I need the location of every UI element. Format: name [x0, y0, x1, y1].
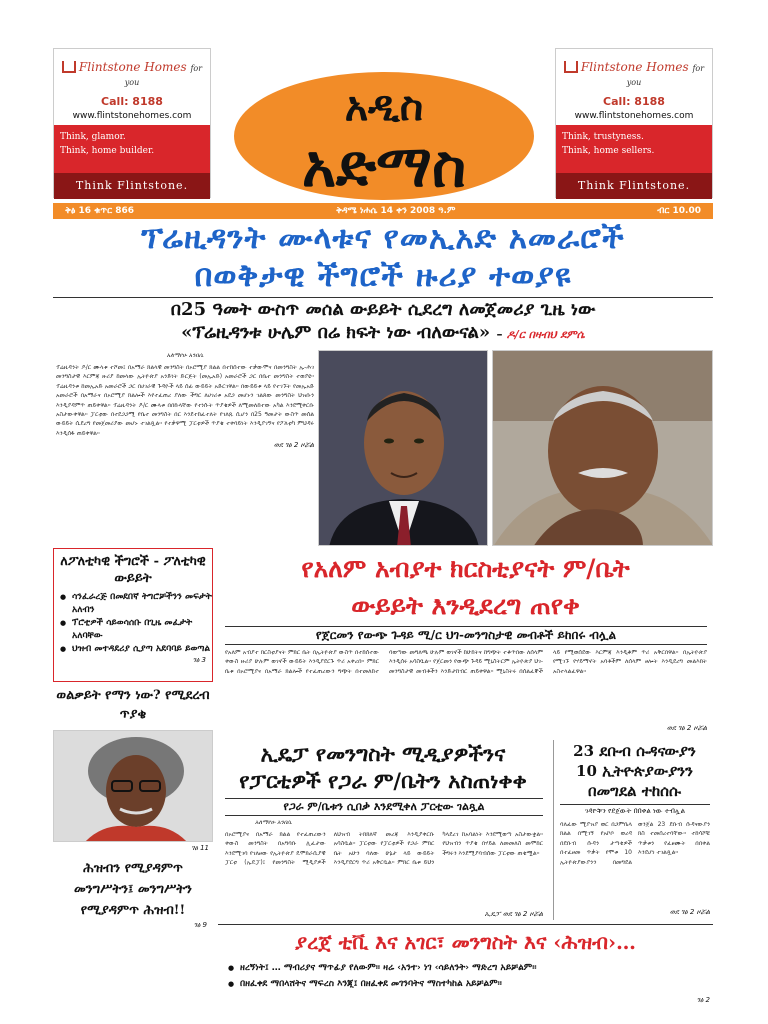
volume-number: ቅፅ 16 ቁጥር 866: [65, 206, 135, 216]
masthead-top: አዲስ: [344, 84, 424, 130]
left-advert-call: Call: 8188: [101, 95, 163, 108]
right-advert[interactable]: [555, 48, 713, 198]
left-advert-footer: Think Flintstone.: [54, 173, 210, 199]
efp-story: [225, 817, 543, 907]
question-title: ወልቃይት የማን ነው? የሚደረብ ጥያቄ: [56, 688, 210, 722]
efp-continued[interactable]: ኢዴፓ ወደ ገፅ 2 ዞሯል: [484, 910, 543, 918]
sudan-subheadline: ገዳዮቹን የደጀውት በበቀል ነው ተብሏል: [560, 804, 710, 817]
efp-headline-1[interactable]: ኢዴፓ የመንግስት ሚዲያዎችንና: [260, 741, 506, 766]
list-item: ● ፕሮቲዎች ሳይወሳሰቡ በጊዜ መፈታት አለባቸው: [54, 617, 212, 643]
list-item: ● ሳንፈራረጅ በመደበኛ ትግሮቻችንን መፍታት አለብን: [54, 591, 212, 617]
politics-ref[interactable]: ገፅ 3: [192, 656, 206, 664]
left-advert-lines: Think, glamor. Think, home builder.: [54, 125, 210, 173]
masthead-bottom: አድማስ: [301, 132, 467, 200]
wcc-body: የአለም አብያተ ክርስቲያናት ምክር ቤት በኢትዮጵያ ውስጥ በተከሰተው ቀውስ ዙሪያ ሁሉም ወገኖች ውይይት እንዲያደርጉ ጥሪ አቀረበ፡፡ ምክር ቤቱ በኦሮሚያና በአማራ ክልሎች የተፈጠረውን ግጭት በተመለከተ ባወጣው መግለጫ ሁሉም ወገኖች ከሁከትና ከግጭት ተቆጥበው ለሰላም እንዲሰሩ አሳስቧል፡፡ የጀርመን የውጭ ጉዳይ ሚኒስትርም ኢትዮጵያ ህገ-መንግስታዊ መብቶችን እንድታከብር ጠይቀዋል፡፡ ሚኒስትሩ በሰልፈኞች ላይ የሚወሰደው እርምጃ እንዲቆም ጥሪ አቅርበዋል፡፡ በኢትዮጵያ የሚገኙ የሃይማኖት አባቶችም ለሰላም ፀሎት እንዲደረግ መልእክት አስተላልፈዋል፡፡: [225, 649, 707, 675]
wcc-story: [225, 648, 707, 736]
right-advert-logo: Flintstone Homes for you: [556, 49, 712, 89]
wcc-continued[interactable]: ወደ ገፅ 2 ዞሯል: [666, 724, 707, 732]
lead-body: ፕሬዚዳንት ዶ/ር ሙላቱ ተሾመ፤ በአማራ ክልላዊ መንግስት በኦሮሚያ ክልል በተከሰተው ተቃውሞና በመንግስት ኢ-ሕገ መንግስታዊ እርምጃ ዙሪያ ከመላው ኢትዮጵያ አንድነት ድርጅት (መኢአድ) አመራሮች ጋር በቤተ መንግስት ተወያዩ፡፡ ፕሬዚዳንቱ ከመኢአድ አመራሮች ጋር በሀገራዊ ጉዳዮች ላይ ሰፊ ውይይት አድርገዋል፡፡ በውይይቱ ላይ የተገኙት የመኢአድ አመራሮች በአማራና በኦሮሚያ ክልሎች እየተፈጠረ ያለው ችግር ለሀገሪቱ አደጋ መሆኑን ገልጸው መንግስት ህዝቡን እንዲያዳምጥ ጠይቀዋል፡፡ ፕሬዚዳንት ዶ/ር ሙላቱ በበኩላቸው የተነሱት ጥያቄዎች ለሚመለከተው አካል እንደሚቀርቡ አስታውቀዋል፡፡ ፓርቲው በተደጋጋሚ የቤተ መንግስት በር እንደተከፈተለት የገለጹ ሲሆን በ25 ዓመታት ውስጥ መሰል ውይይት ሲደረግ የመጀመሪያው መሆኑ ተገልጿል፡፡ የተቃዋሚ ፓርቲዎች ጥያቄ ተቀባይነት እንዲያገኝና የፖለቲካ ምህዳሩ እንዲሰፋ ጠይቀዋል፡፡: [56, 364, 314, 437]
rule: [53, 297, 713, 298]
wcc-subheadline: የጀርመን የውጭ ጉዳይ ሚ/ር ህገ-መንግስታዊ መብቶች ይከበሩ ብሏል: [225, 626, 707, 645]
efp-headline-2[interactable]: የፓርቲዎች የጋራ ም/ቤትን አስጠነቀቀ: [239, 768, 527, 793]
list-item: ● ዘረኝነት፤ … ማብሪያና ማጥፊያ የለውም፡፡ ዛሬ ‹አንተ› ነገ ‹ሳይለንት› ማድረግ አይቻልም፡፡: [222, 960, 712, 976]
wcc-headline-1[interactable]: የአለም አብያተ ክርስቲያናት ም/ቤት: [301, 554, 630, 583]
author-caption[interactable]: ገፅ 11: [191, 844, 209, 852]
lead-continued[interactable]: ወደ ገፅ 2 ዞሯል: [273, 441, 314, 450]
bottom-ref[interactable]: ገፅ 2: [696, 996, 710, 1004]
sudan-headline-1[interactable]: 23 ደቡብ ሱዳናውያን: [573, 742, 696, 760]
efp-body: በኦሮሚያና በአማራ ክልል የተፈጠረውን ቀውስ መንግስት በአግባቡ ሊፈታው እንደሚገባ የገለፀው የኢትዮጵያ ዴሞክራሲያዊ ፓርቲ (ኢዴፓ)፤ የመንግስት ሚዲያዎች ለህዝብ ትክክለኛ መረጃ እንዲያቀርቡ አሳስቧል፡፡ ፓርቲው የፓርቲዎች የጋራ ምክር ቤት አሁን ባለው ሁኔታ ላይ ውይይት እንዲያደርግ ጥሪ አቅርቧል፡፡ ምክር ቤቱ ይህን ካላደረገ ከአባልነት እንደሚወጣ አስታውቋል፡፡ የህዝብን ጥያቄ በሃይል ለመመለስ መሞከር ችግሩን እንደሚያባብሰው ፓርቲው ጠቁሟል፡፡: [225, 831, 543, 867]
list-item: ● ህዝብ መተዳደሪያ ሲያጣ አደባባይ ይወጣል: [54, 643, 212, 656]
sudan-headline-2[interactable]: 10 ኢትዮጵያውያንን: [576, 762, 693, 780]
lead-subheadline: በ25 ዓመት ውስጥ መሰል ውይይት ሲደረግ ለመጀመሪያ ጊዜ ነው: [170, 299, 596, 320]
right-advert-footer: Think Flintstone.: [556, 173, 712, 199]
lead-quote: «ፕሬዚዳንቱ ሁሌም በሬ ክፍት ነው ብለውናል»: [181, 322, 491, 343]
list-item: ● በዘፈቀደ ማበላሸትና ማፍረስ እንጂ፤ በዘፈቀደ መገንባትና ማስተካከል አይቻልም፡፡: [222, 976, 712, 992]
author-photo: [53, 730, 213, 842]
right-advert-lines: Think, trustyness. Think, home sellers.: [556, 125, 712, 173]
sudan-continued[interactable]: ወደ ገፅ 2 ዞሯል: [669, 908, 710, 916]
rule: [218, 924, 713, 925]
bottom-list: [222, 960, 712, 992]
left-advert-web[interactable]: www.flintstonehomes.com: [72, 111, 192, 121]
efp-subheadline: የጋራ ም/ቤቱን ሲበቃ እንደሚቀለ ፓርቲው ገልጿል: [225, 798, 543, 816]
issue-date: ቅዳሜ ነሐሴ 14 ቀን 2008 ዓ.ም: [335, 206, 456, 216]
president-photo: [318, 350, 488, 546]
politics-list: [54, 591, 212, 656]
party-leader-photo: [492, 350, 713, 546]
lead-headline-1[interactable]: ፕሬዚዳንት ሙላቱና የመኢአድ አመራሮች: [141, 220, 625, 256]
people-ref[interactable]: ገፅ 9: [193, 921, 207, 929]
people-title: ሕዝብን የሚያዳምጥ መንግሥትን፤ መንግሥትን የሚያዳምጥ ሕዝብ!!: [74, 861, 192, 918]
dateline-bar: [53, 203, 713, 219]
masthead: [218, 58, 550, 206]
house-icon: [564, 61, 578, 73]
sudan-body: ባለፈው ሚያዝያ ወር በጋምቤላ ክልል በሚገኝ የአኮቦ ወረዳ በደቡብ ሱዳን ታጣቂዎች በተፈፀመ ጥቃት የሞቱ 10 ኢትዮጵያውያንን በመግደል ወንጀል 23 ደቡብ ሱዳናውያን ክስ ተመሰረተባቸው፡፡ ተከሳሾቹ ጥቃቱን የፈፀሙት በበቀል እንደሆነ ተገልጿል፡፡: [560, 821, 710, 866]
left-advert-logo: Flintstone Homes for you: [54, 49, 210, 89]
politics-title: ለፖለቲካዊ ችግሮች - ፖለቲካዊ ውይይት: [60, 554, 206, 586]
issue-price: ብር 10.00: [657, 206, 701, 216]
politics-box[interactable]: [53, 548, 213, 682]
right-advert-call: Call: 8188: [603, 95, 665, 108]
left-advert[interactable]: [53, 48, 211, 198]
house-icon: [62, 61, 76, 73]
right-advert-web[interactable]: www.flintstonehomes.com: [574, 111, 694, 121]
efp-byline: አለማየሁ አንበሴ: [255, 819, 292, 826]
lead-byline: አለማየሁ አንበሴ: [166, 352, 204, 359]
sudan-headline-3[interactable]: በመግደል ተከሰሱ: [588, 782, 681, 800]
bottom-headline[interactable]: ያረጀ ቲቪ እና አገር፣ መንግስት እና ‹ሕዝብ›…: [294, 930, 636, 954]
column-divider: [553, 740, 554, 920]
people-box[interactable]: [53, 858, 213, 966]
question-box[interactable]: [53, 686, 213, 728]
wcc-headline-2[interactable]: ውይይት እንዲደረግ ጠየቀ: [351, 591, 580, 620]
lead-quote-line: «ፕሬዚዳንቱ ሁሌም በሬ ክፍት ነው ብለውናል» – ዶ/ር በዛብህ ደምሴ: [181, 322, 585, 343]
lead-quote-by: ዶ/ር በዛብህ ደምሴ: [506, 328, 585, 341]
sudan-story: [560, 820, 710, 904]
lead-story: [56, 350, 314, 450]
lead-headline-2[interactable]: በወቅታዊ ችግሮች ዙሪያ ተወያዩ: [194, 258, 572, 294]
